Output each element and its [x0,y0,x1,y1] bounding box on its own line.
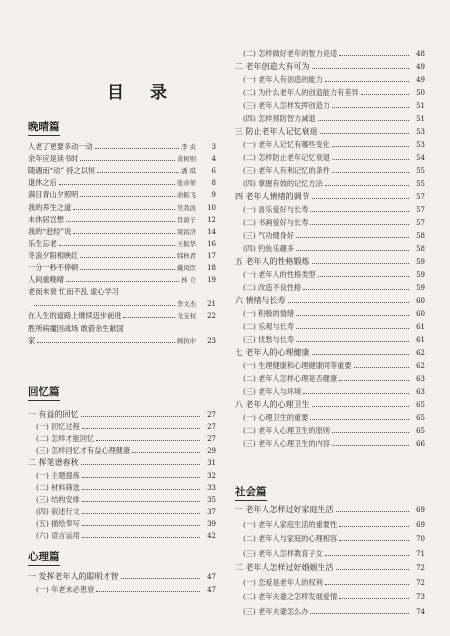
entry-title: (二) 书画爱好与长寿 [243,218,309,227]
toc-entry-row [28,505,216,517]
entry-author: 吴劲波 [176,203,196,212]
dot-leader [339,379,409,381]
entry-title: (一) 生理健康和心理健康同等重要 [243,361,352,370]
toc-entry-row [235,411,425,423]
entry-page: 55 [416,180,425,188]
toc-entry-row [235,590,425,602]
entry-title: 在人生的道路上继续迈步前进 [28,311,122,321]
entry-title: 二 老年创造大有可为 [235,62,310,71]
entry-page: 39 [207,519,216,528]
entry-title: (一) 心理卫生的重要 [243,413,309,422]
dot-leader [354,366,409,368]
dot-leader [66,220,175,222]
toc-entry-row [28,152,216,164]
entry-page: 55 [416,167,425,175]
toc-entry-row [28,493,216,505]
dot-leader [82,524,200,526]
dot-leader [296,327,409,329]
entry-page: 22 [207,312,216,321]
dot-leader [296,249,409,251]
entry-page: 32 [207,471,216,480]
entry-title: (三) 老年夫妻怎么办 [243,606,309,616]
entry-title: (三) 怎样回忆才有益心理健康 [36,446,131,456]
entry-title: 二 老年人怎样过好婚姻生活 [235,563,334,572]
entry-page: 74 [416,607,425,616]
entry-page: 72 [416,564,425,572]
toc-entry-row [28,213,216,225]
entry-page: 72 [416,578,425,587]
entry-page: 29 [207,447,216,456]
dot-leader [37,341,175,343]
dot-leader [96,590,200,592]
entry-page: 18 [207,264,216,272]
entry-title: (二) 老年夫妻之怎样发展爱情 [243,592,338,601]
dot-leader [336,568,409,570]
entry-title: 一分一秒不停顿 [28,263,79,272]
entry-author: 戴凤臣 [176,264,196,272]
dot-leader [80,159,175,161]
entry-page: 69 [416,520,425,529]
dot-leader [361,93,409,95]
toc-entry-row [235,333,425,345]
dot-leader [339,539,409,541]
dot-leader [303,392,409,394]
dot-leader [59,244,175,246]
toc-entry-row [28,285,216,297]
entry-title: (一) 积极的情绪 [243,309,295,318]
entry-title: 胜所病魔因战场 敢借余生献国 [28,323,124,333]
dot-leader [339,54,409,56]
toc-entry-row [235,307,425,319]
dot-leader [312,353,409,355]
dot-leader [296,340,409,342]
dot-leader [80,256,175,258]
toc-entry-row [28,176,216,188]
entry-page: 57 [416,206,425,214]
toc-entry-row [28,517,216,529]
toc-entry-row [28,237,216,249]
dot-leader [325,80,409,82]
entry-title: (四) 掌握有效的记忆方法 [243,179,323,188]
toc-entry-row [235,164,425,176]
entry-title: (三) 老年人怎样教育子女 [243,548,323,558]
entry-title: 人老了更要多动一动 [28,142,93,151]
entry-page: 14 [207,227,216,236]
entry-title: 未休居岂想 [28,214,64,224]
entry-page: 51 [416,115,425,123]
dot-leader [332,106,409,108]
dot-leader [296,314,409,316]
entry-page: 33 [207,483,216,492]
entry-title: 五 老年人的性格锻炼 [235,257,310,266]
entry-page: 51 [416,102,425,110]
dot-leader [82,512,200,514]
dot-leader [34,304,175,306]
entry-title: (一) 年老未必患衰 [36,585,95,594]
dot-leader [310,418,409,420]
entry-page: 47 [207,573,216,581]
entry-title: (三) 老年人与环境 [243,387,302,396]
toc-entry-row [28,309,216,321]
dot-leader [96,439,200,441]
entry-title: 人间重晚晴 [28,275,64,285]
toc-entry-row [235,532,425,544]
toc-entry-row [235,99,425,111]
entry-page: 65 [416,414,425,422]
toc-chapter-row [235,255,425,267]
toc-entry-row [28,225,216,237]
entry-author: 戈宝权 [176,312,196,321]
dot-leader [95,147,179,149]
entry-title: (三) 气功健身好 [243,231,295,240]
dot-leader [325,184,409,186]
entry-page: 63 [416,388,425,396]
entry-title: 三 防止老年人记忆衰退 [235,127,318,136]
toc-entry-row [235,320,425,332]
toc-entry-row [235,203,425,215]
entry-title: 乐生忘老 [28,238,57,248]
dot-leader [81,415,200,417]
entry-title: 一 有益的回忆 [28,410,79,419]
entry-page: 49 [416,63,425,71]
entry-title: (二) 怎样做好老年的智力竞适 [243,49,338,58]
dot-leader [296,236,409,238]
entry-title: 家 [28,335,36,345]
dot-leader [80,268,175,270]
entry-page: 10 [207,203,216,212]
dot-leader [97,171,179,173]
dot-leader [312,405,409,407]
entry-page: 6 [211,167,216,176]
entry-page: 50 [416,89,425,97]
entry-title: (四) 叙述行文 [36,506,80,516]
dot-leader [121,577,200,579]
toc-entry-row [235,47,425,59]
dot-leader [318,275,409,277]
entry-page: 65 [416,427,425,435]
entry-title: 随遇而“动” 持之以恒 [28,166,96,176]
entry-title: (三) 老年人怎样发挥创造力 [243,101,330,110]
entry-title: (一) 老年人有创造的能力 [243,75,323,84]
toc-entry-row [28,432,216,444]
toc-chapter-row [235,503,425,515]
entry-page: 48 [416,50,425,58]
entry-page: 61 [416,323,425,331]
entry-title: (一) 老年人家庭生活的重要性 [243,519,338,529]
entry-title: 冬浪夕阳相映红 [28,250,79,260]
dot-leader [73,208,175,210]
dot-leader [312,262,409,264]
toc-entry-row [28,273,216,285]
toc-chapter-row [235,190,425,202]
toc-entry-row [28,322,216,334]
toc-entry-row [235,437,425,449]
toc-chapter-row [235,125,425,137]
dot-leader [312,67,409,69]
entry-page: 63 [416,375,425,383]
section-title: 晚晴篇 [28,119,60,136]
entry-page: 66 [416,440,425,448]
toc-entry-row [235,242,425,254]
dot-leader [332,444,409,446]
entry-author: 王振华 [176,239,196,248]
toc-entry-row [28,164,216,176]
toc-entry-row [235,547,425,559]
dot-leader [310,223,409,225]
dot-leader [320,132,409,134]
toc-entry-row [28,469,216,481]
entry-page: 12 [207,215,216,224]
entry-page: 53 [416,128,425,136]
dot-leader [80,195,175,197]
entry-page: 69 [416,506,425,514]
toc-entry-row [28,188,216,200]
dot-leader [81,463,200,465]
toc-entry-row [235,73,425,85]
entry-title: 一 老年人怎样过好家庭生活 [235,505,334,514]
toc-entry-row [235,281,425,293]
toc-entry-row [235,151,425,163]
entry-page: 65 [416,401,425,409]
dot-leader [132,451,200,453]
entry-title: (二) 老年人心理卫生的原则 [243,426,330,435]
dot-leader [73,232,175,234]
dot-leader [123,316,174,318]
entry-author: 潘 琪 [181,167,196,176]
toc-entry-row [235,605,425,617]
entry-title: (二) 为什么老年人的创造能力有差异 [243,88,359,97]
entry-author: 俞振飞 [176,191,196,200]
entry-title: (一) 老年人的性格类型 [243,270,316,279]
entry-page: 62 [416,349,425,357]
entry-page: 27 [207,435,216,444]
entry-title: (二) 怎样防止老年记忆衰退 [243,153,330,162]
entry-title: 我的“赶经”说 [28,226,72,236]
entry-title: (三) 老年人心理卫生的内容 [243,439,330,448]
toc-entry-row [235,138,425,150]
toc-entry-row [235,268,425,280]
entry-page: 27 [207,423,216,432]
toc-entry-row [235,424,425,436]
entry-title: (二) 怎样才能回忆 [36,434,95,444]
dot-leader [325,554,409,556]
entry-title: (二) 老年人与家庭的心理相容 [243,534,338,543]
dot-leader [66,280,179,282]
section-title: 心理篇 [28,549,60,566]
entry-page: 27 [207,411,216,419]
dot-leader [303,288,409,290]
entry-page: 47 [207,586,216,594]
entry-author: 顾执中 [176,336,196,345]
entry-title: 七 老年人的心理健康 [235,348,310,357]
dot-leader [339,597,409,599]
toc-chapter-row [235,346,425,358]
entry-author: 黄树则 [176,155,196,164]
entry-page: 8 [211,179,216,188]
entry-title: 二 挥笔谱春秋 [28,458,79,468]
entry-page: 62 [416,362,425,370]
entry-page: 61 [416,336,425,344]
toc-entry-row [28,297,216,309]
entry-page: 57 [416,193,425,201]
toc-chapter-row [235,60,425,72]
toc-entry-row [28,444,216,456]
entry-page: 60 [416,310,425,318]
entry-page: 73 [416,593,425,601]
dot-leader [288,301,409,303]
toc-entry-row [235,112,425,124]
dot-leader [332,158,409,160]
dot-leader [82,476,200,478]
entry-page: 17 [207,251,216,260]
toc-entry-row [28,529,216,541]
entry-title: (三) 老年人有利记忆的条件 [243,166,330,175]
dot-leader [332,431,409,433]
entry-title: (一) 喜乐爱好与长寿 [243,205,309,214]
page-title: 目 录 [107,83,177,103]
entry-title: (四) 钓鱼乐趣多 [243,244,295,253]
toc-entry-row [28,201,216,213]
toc-chapter-row [28,570,216,582]
entry-page: 35 [207,495,216,504]
entry-page: 59 [416,271,425,279]
entry-page: 37 [207,507,216,516]
dot-leader [310,612,409,614]
entry-page: 4 [211,155,216,164]
entry-page: 57 [416,219,425,227]
entry-title: (一) 老年人记忆有哪些变化 [243,140,330,149]
entry-title: 六 情绪与长寿 [235,296,286,305]
dot-leader [310,210,409,212]
entry-title: (二) 乐观与长寿 [243,322,295,331]
dot-leader [82,488,200,490]
entry-page: 58 [416,245,425,253]
dot-leader [82,427,200,429]
toc-entry-row [28,261,216,273]
entry-author: 肖荫子 [176,215,196,224]
toc-entry-row [28,249,216,261]
entry-title: (一) 主题提炼 [36,470,80,480]
entry-title: 一 发挥老年人的聪明才智 [28,572,119,581]
toc-entry-row [28,334,216,346]
entry-title: 退休之后 [28,178,57,188]
toc-chapter-row [235,398,425,410]
toc-entry-row [28,583,216,595]
entry-page: 71 [416,549,425,558]
entry-page: 31 [207,459,216,468]
entry-page: 59 [416,258,425,266]
section-title: 社会篇 [235,484,267,501]
entry-page: 58 [416,232,425,240]
entry-title: 四 老年人情绪的调节 [235,192,310,201]
entry-title: (二) 材料筛选 [36,482,80,492]
entry-title: 八 老年人的心理卫生 [235,400,310,409]
entry-author: 李文杰 [176,300,196,309]
entry-title: (三) 忧愁与长寿 [243,335,295,344]
entry-title: 余年应是读书时 [28,154,79,164]
entry-title: (五) 描绘奉写 [36,518,80,528]
entry-title: 老而未衰 忙而不乱 虚心学习 [28,287,119,297]
dot-leader [336,510,409,512]
toc-chapter-row [28,408,216,420]
dot-leader [59,183,175,185]
entry-title: 满目青山夕照明 [28,190,79,200]
entry-page: 23 [207,336,216,345]
toc-chapter-row [235,294,425,306]
entry-page: 54 [416,154,425,162]
section-title: 回忆篇 [28,384,60,401]
entry-page: 3 [211,143,216,151]
entry-author: 韩秋君 [176,251,196,260]
entry-page: 60 [416,297,425,305]
toc-entry-row [28,481,216,493]
entry-title: (一) 恋爱是老年人的权利 [243,577,323,587]
entry-author: 周昌济 [176,227,196,236]
toc-entry-row [235,359,425,371]
toc-entry-row [235,216,425,228]
entry-page: 53 [416,141,425,149]
entry-page: 19 [207,276,216,285]
dot-leader [332,171,409,173]
toc-chapter-row [28,456,216,468]
toc-entry-row [235,372,425,384]
dot-leader [312,197,409,199]
entry-author: 张帝蒂 [176,179,196,188]
entry-title: 我的养生之道 [28,202,72,212]
entry-page: 70 [416,535,425,543]
dot-leader [332,145,409,147]
entry-page: 21 [207,300,216,309]
toc-entry-row [28,420,216,432]
entry-author: 李 贞 [181,143,196,151]
entry-title: (四) 怎样预防智力减退 [243,114,316,123]
entry-page: 16 [207,239,216,248]
entry-page: 9 [211,191,216,200]
entry-title: (三) 结构安排 [36,494,80,504]
entry-title: (二) 改造不良性格 [243,283,302,292]
entry-title: (二) 老年人怎样心理是否健康 [243,374,338,383]
entry-author: 林 立 [181,276,196,285]
toc-entry-row [28,140,216,152]
dot-leader [82,536,200,538]
dot-leader [325,583,409,585]
toc-entry-row [235,177,425,189]
entry-page: 42 [207,532,216,540]
dot-leader [339,525,409,527]
dot-leader [318,119,409,121]
entry-title: (一) 回忆过程 [36,422,80,432]
toc-chapter-row [235,561,425,573]
toc-entry-row [235,518,425,530]
toc-entry-row [235,86,425,98]
toc-entry-row [235,229,425,241]
entry-page: 59 [416,284,425,292]
dot-leader [82,500,200,502]
toc-entry-row [235,385,425,397]
entry-page: 49 [416,76,425,84]
entry-title: (六) 语言运用 [36,531,80,540]
toc-entry-row [235,576,425,588]
